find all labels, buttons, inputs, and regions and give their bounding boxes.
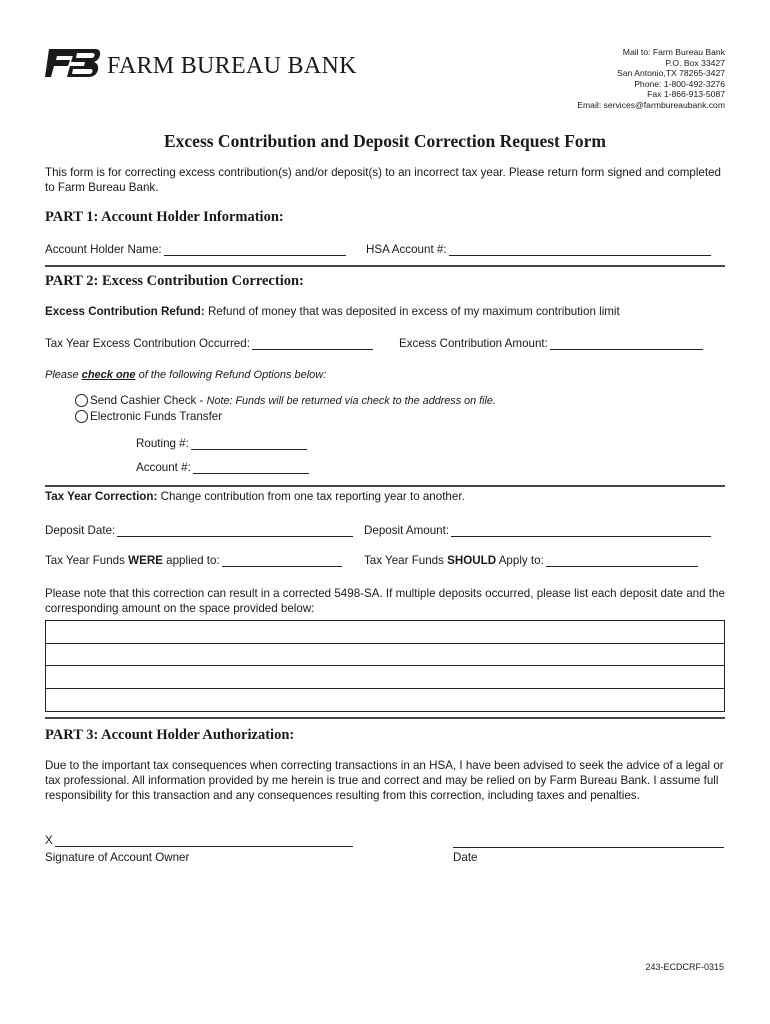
deposit-list-row[interactable] <box>46 644 724 667</box>
excess-amount-field[interactable] <box>550 336 703 350</box>
hsa-account-label: HSA Account #: <box>366 243 447 256</box>
date-field[interactable] <box>453 847 724 848</box>
funds-were-applied-row <box>45 553 342 567</box>
tax-year-correction-description <box>45 490 465 503</box>
instruction-text: Please <box>45 369 82 381</box>
routing-label: Routing #: <box>136 437 189 450</box>
funds-should-apply-field[interactable] <box>546 553 698 567</box>
eft-label: Electronic Funds Transfer <box>90 410 223 423</box>
account-holder-name-label: Account Holder Name: <box>45 243 162 256</box>
part3-heading: PART 3: Account Holder Authorization: <box>45 727 295 743</box>
date-label: Date <box>453 851 478 864</box>
account-number-row <box>136 460 309 474</box>
part1-heading: PART 1: Account Holder Information: <box>45 209 284 225</box>
funds-should-emphasis: SHOULD <box>447 554 497 567</box>
account-number-field[interactable] <box>193 460 309 474</box>
deposit-list-table <box>45 620 725 712</box>
deposit-list-row[interactable] <box>46 666 724 689</box>
option-cashier-check[interactable] <box>75 394 496 407</box>
cashier-check-note: Note: Funds will be returned via check to the address on file. <box>206 395 496 407</box>
deposit-amount-label: Deposit Amount: <box>364 524 450 537</box>
funds-were-applied-field[interactable] <box>222 553 342 567</box>
deposit-amount-row <box>364 523 711 537</box>
correction-note: Please note that this correction can result in a corrected 5498-SA. If multiple deposits occurred, please list each deposit date and the corresponding amount on the space provided below: <box>45 587 725 616</box>
signature-field[interactable] <box>55 833 353 847</box>
authorization-text: Due to the important tax consequences when correcting transactions in an HSA, I have been advised to seek the advice of a legal or tax professional. All information provided by me herein is true and correct and may be relied on by Farm Bureau Bank. I assume full responsibility for this transaction and any consequences resulting from this correction, including taxes and penalties. <box>45 759 724 803</box>
brand-name: FARM BUREAU BANK <box>107 52 357 79</box>
signature-label: Signature of Account Owner <box>45 851 190 864</box>
correction-text: Change contribution from one tax reporting year to another. <box>157 490 465 503</box>
part2-heading: PART 2: Excess Contribution Correction: <box>45 273 304 289</box>
refund-description <box>45 305 620 318</box>
tax-year-occurred-row <box>45 336 373 350</box>
mail-line: Email: services@farmbureaubank.com <box>577 99 725 110</box>
section-divider <box>45 265 725 267</box>
section-divider <box>45 485 725 487</box>
cashier-check-label: Send Cashier Check - <box>90 394 207 407</box>
mail-line: P.O. Box 33427 <box>665 57 725 68</box>
mail-line: Fax 1-866-913-5087 <box>647 89 725 100</box>
refund-text: Refund of money that was deposited in excess of my maximum contribution limit <box>204 305 620 318</box>
eft-radio[interactable] <box>75 410 88 423</box>
mail-line: Mail to: Farm Bureau Bank <box>622 47 725 57</box>
correction-title: Tax Year Correction: <box>45 490 158 503</box>
signature-row <box>45 833 353 847</box>
funds-should-apply-row <box>364 553 698 567</box>
funds-should-label: Apply to: <box>496 554 544 567</box>
tax-year-occurred-label: Tax Year Excess Contribution Occurred: <box>45 337 250 350</box>
account-holder-name-field[interactable] <box>164 242 346 256</box>
routing-row <box>136 436 307 450</box>
tax-year-occurred-field[interactable] <box>252 336 373 350</box>
account-number-label: Account #: <box>136 461 191 474</box>
form-title: Excess Contribution and Deposit Correction Request Form <box>163 131 607 151</box>
cashier-check-radio[interactable] <box>75 394 88 407</box>
deposit-list-row[interactable] <box>46 689 724 712</box>
deposit-date-row <box>45 523 353 537</box>
mailing-address-block <box>577 47 725 111</box>
funds-were-label: applied to: <box>162 554 220 567</box>
hsa-account-field[interactable] <box>449 242 711 256</box>
funds-were-label: Tax Year Funds <box>45 554 129 567</box>
excess-amount-row <box>399 336 703 350</box>
option-eft[interactable] <box>75 410 222 423</box>
deposit-amount-field[interactable] <box>451 523 711 537</box>
deposit-date-label: Deposit Date: <box>45 524 116 537</box>
fb-logo-mark-icon <box>45 47 101 79</box>
excess-amount-label: Excess Contribution Amount: <box>399 337 548 350</box>
deposit-list-row[interactable] <box>46 621 724 644</box>
form-code: 243-ECDCRF-0315 <box>645 962 724 972</box>
mail-line: Phone: 1-800-492-3276 <box>634 78 725 89</box>
routing-field[interactable] <box>191 436 307 450</box>
intro-text: This form is for correcting excess contribution(s) and/or deposit(s) to an incorrect tax year. Please return form signed and completed to Farm Bureau Bank. <box>45 166 721 195</box>
account-holder-name-row <box>45 242 346 256</box>
signature-x-mark: X <box>45 834 53 847</box>
instruction-text: of the following Refund Options below: <box>135 369 327 381</box>
deposit-date-field[interactable] <box>117 523 353 537</box>
funds-should-label: Tax Year Funds <box>364 554 448 567</box>
hsa-account-row <box>366 242 711 256</box>
instruction-emphasis: check one <box>81 369 136 381</box>
funds-were-emphasis: WERE <box>128 554 163 567</box>
refund-title: Excess Contribution Refund: <box>45 305 205 318</box>
section-divider <box>45 717 725 719</box>
farm-bureau-bank-logo <box>45 46 357 80</box>
refund-options-instruction <box>45 369 326 381</box>
mail-line: San Antonio,TX 78265-3427 <box>617 68 725 79</box>
